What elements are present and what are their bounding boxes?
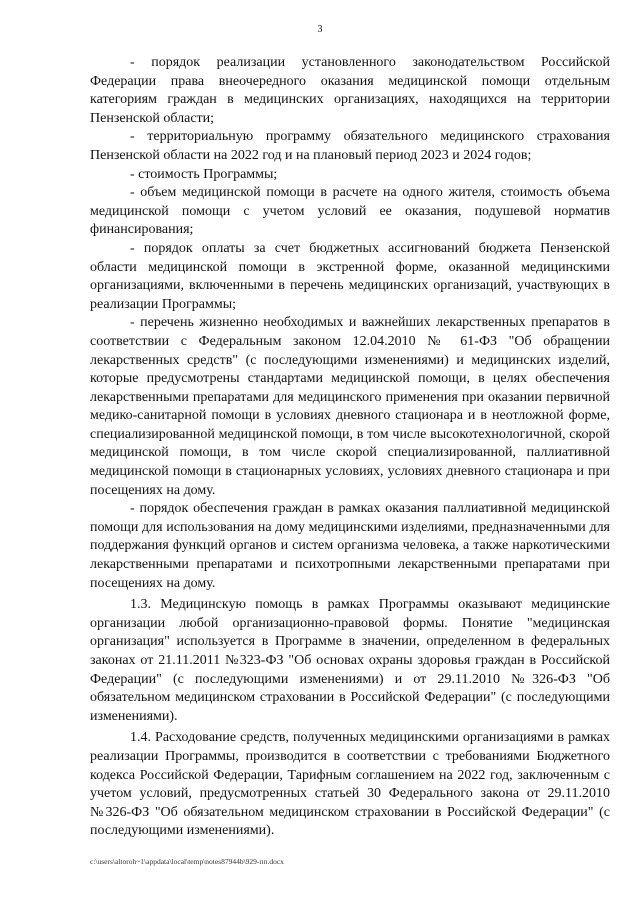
list-item-palliative-care: - порядок обеспечения граждан в рамках оказания паллиативной медицинской помощи для использования на дому медицинскими изделиями, предназначенными для поддержания функций органов и систем организма человека, а также наркотическими лекарственными препаратами и психотропными лекарственными препаратами при посещениях на дому. <box>90 501 610 591</box>
list-item-oms-program: - территориальную программу обязательного медицинского страхования Пензенской области на 2022 год и на плановый период 2023 и 2024 годов; <box>90 129 610 163</box>
list-item-program-cost: - стоимость Программы; <box>130 166 278 182</box>
list-item-care-volume: - объем медицинской помощи в расчете на одного жителя, стоимость объема медицинской помощи с учетом условий ее оказания, подушевой норматив финансирования; <box>90 185 610 238</box>
section-1-4: 1.4. Расходование средств, полученных медицинскими организациями в рамках реализации Программы, производится в соответствии с требованиями Бюджетного кодекса Российской Федерации, Тарифным соглашением на 2022 год, заключенным с учетом условий, предусмотренных статьей 30 Федерального закона от 29.11.2010 №326-ФЗ "Об обязательном медицинском страховании в Российской Федерации" (с последующими изменениями). <box>90 730 610 839</box>
list-item-drug-list: - перечень жизненно необходимых и важнейших лекарственных препаратов в соответствии с Федеральным законом 12.04.2010 № 61-ФЗ "Об обращении лекарственных средств" (с последующими изменениями) и медицинских изделий, которые предусмотрены стандартами медицинской помощи, в целях обеспечения лекарственными препаратами для медицинского применения при оказании первичной медико-санитарной помощи в условиях дневного стационара и в неотложной форме, специализированной медицинской помощи, в том числе высокотехнологичной, скорой медицинской помощи, в том числе скорой специализированной, паллиативной медицинской помощи в стационарных условиях, условиях дневного стационара и при посещениях на дому. <box>90 315 610 498</box>
list-item-priority-care: - порядок реализации установленного законодательством Российской Федерации права внеочередного оказания медицинской помощи отдельным категориям граждан в медицинских организациях, находящихся на территории Пензенской области; <box>90 55 610 126</box>
file-path-footer: c:\users\altoroh~1\appdata\local\temp\notes87944b\929-пп.docx <box>90 857 284 866</box>
document-body <box>90 54 610 841</box>
page-number: 3 <box>317 24 323 35</box>
section-1-3: 1.3. Медицинскую помощь в рамках Программы оказывают медицинские организации любой организационно-правовой формы. Понятие "медицинская организация" используется в Программе в значении, определенном в федеральных законах от 21.11.2011 №323-ФЗ "Об основах охраны здоровья граждан в Российской Федерации" (с последующими изменениями) и от 29.11.2010 №326-ФЗ "Об обязательном медицинском страховании в Российской Федерации" (с последующими изменениями). <box>90 597 610 724</box>
list-item-emergency-payment: - порядок оплаты за счет бюджетных ассигнований бюджета Пензенской области медицинской помощи в экстренной форме, оказанной медицинскими организациями, включенными в перечень медицинских организаций, участвующих в реализации Программы; <box>90 240 610 312</box>
